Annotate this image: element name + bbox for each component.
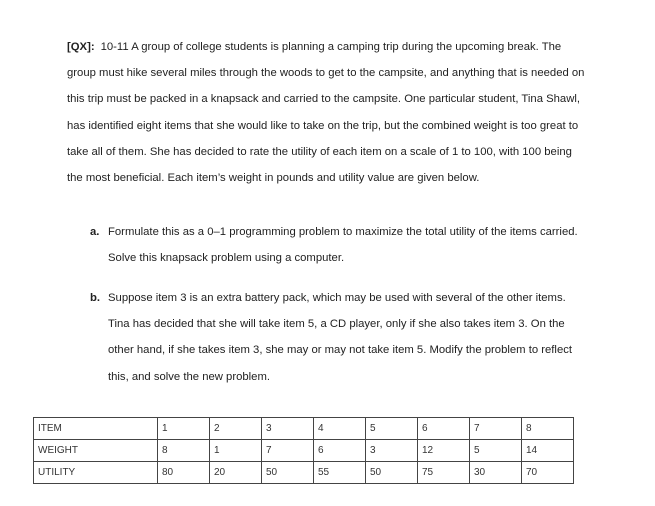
table-cell: 20 xyxy=(210,462,262,484)
table-cell: 3 xyxy=(262,418,314,440)
table-cell: 6 xyxy=(418,418,470,440)
table-cell: 14 xyxy=(522,440,574,462)
row-label-utility: UTILITY xyxy=(34,462,158,484)
table-cell: 1 xyxy=(158,418,210,440)
row-label-item: ITEM xyxy=(34,418,158,440)
row-label-weight: WEIGHT xyxy=(34,440,158,462)
table-cell: 1 xyxy=(210,440,262,462)
part-b-label: b. xyxy=(90,292,101,304)
problem-statement xyxy=(67,34,587,191)
item-data-table xyxy=(33,417,574,484)
problem-number: 10-11 xyxy=(100,41,129,53)
table-row-item xyxy=(34,418,574,440)
table-row-weight xyxy=(34,440,574,462)
table-cell: 80 xyxy=(158,462,210,484)
part-a-text: Formulate this as a 0–1 programming problem to maximize the total utility of the items carried. Solve this knapsack problem using a computer. xyxy=(108,226,578,265)
table-cell: 30 xyxy=(470,462,522,484)
table-cell: 5 xyxy=(470,440,522,462)
part-a xyxy=(90,219,590,265)
table-cell: 75 xyxy=(418,462,470,484)
table-cell: 3 xyxy=(366,440,418,462)
table-cell: 8 xyxy=(522,418,574,440)
table-cell: 55 xyxy=(314,462,366,484)
table-cell: 50 xyxy=(262,462,314,484)
table-cell: 70 xyxy=(522,462,574,484)
table-cell: 4 xyxy=(314,418,366,440)
part-b-text: Suppose item 3 is an extra battery pack, which may be used with several of the other items. Tina has decided that she will take item 5, a CD player, only if she also takes item 3. On the other hand, if she takes item 3, she may or may not take item 5. Modify the problem to reflect this, and solve the new problem. xyxy=(108,292,573,383)
table-cell: 8 xyxy=(158,440,210,462)
table-cell: 6 xyxy=(314,440,366,462)
table-cell: 50 xyxy=(366,462,418,484)
question-tag: [QX]: xyxy=(67,41,95,53)
table-cell: 5 xyxy=(366,418,418,440)
problem-text: A group of college students is planning a camping trip during the upcoming break. The group must hike several miles through the woods to get to the campsite, and anything that is needed on this trip must be packed in a knapsack and carried to the campsite. One particular student, Tina Shawl, has identified eight items that she would like to take on the trip, but the combined weight is too great to take all of them. She has decided to rate the utility of each item on a scale of 1 to 100, with 100 being the most beneficial. Each item’s weight in pounds and utility value are given below. xyxy=(67,41,585,185)
part-b xyxy=(90,285,590,383)
table-cell: 12 xyxy=(418,440,470,462)
part-a-label: a. xyxy=(90,226,100,238)
table-cell: 2 xyxy=(210,418,262,440)
table-cell: 7 xyxy=(470,418,522,440)
table-row-utility xyxy=(34,462,574,484)
table-cell: 7 xyxy=(262,440,314,462)
